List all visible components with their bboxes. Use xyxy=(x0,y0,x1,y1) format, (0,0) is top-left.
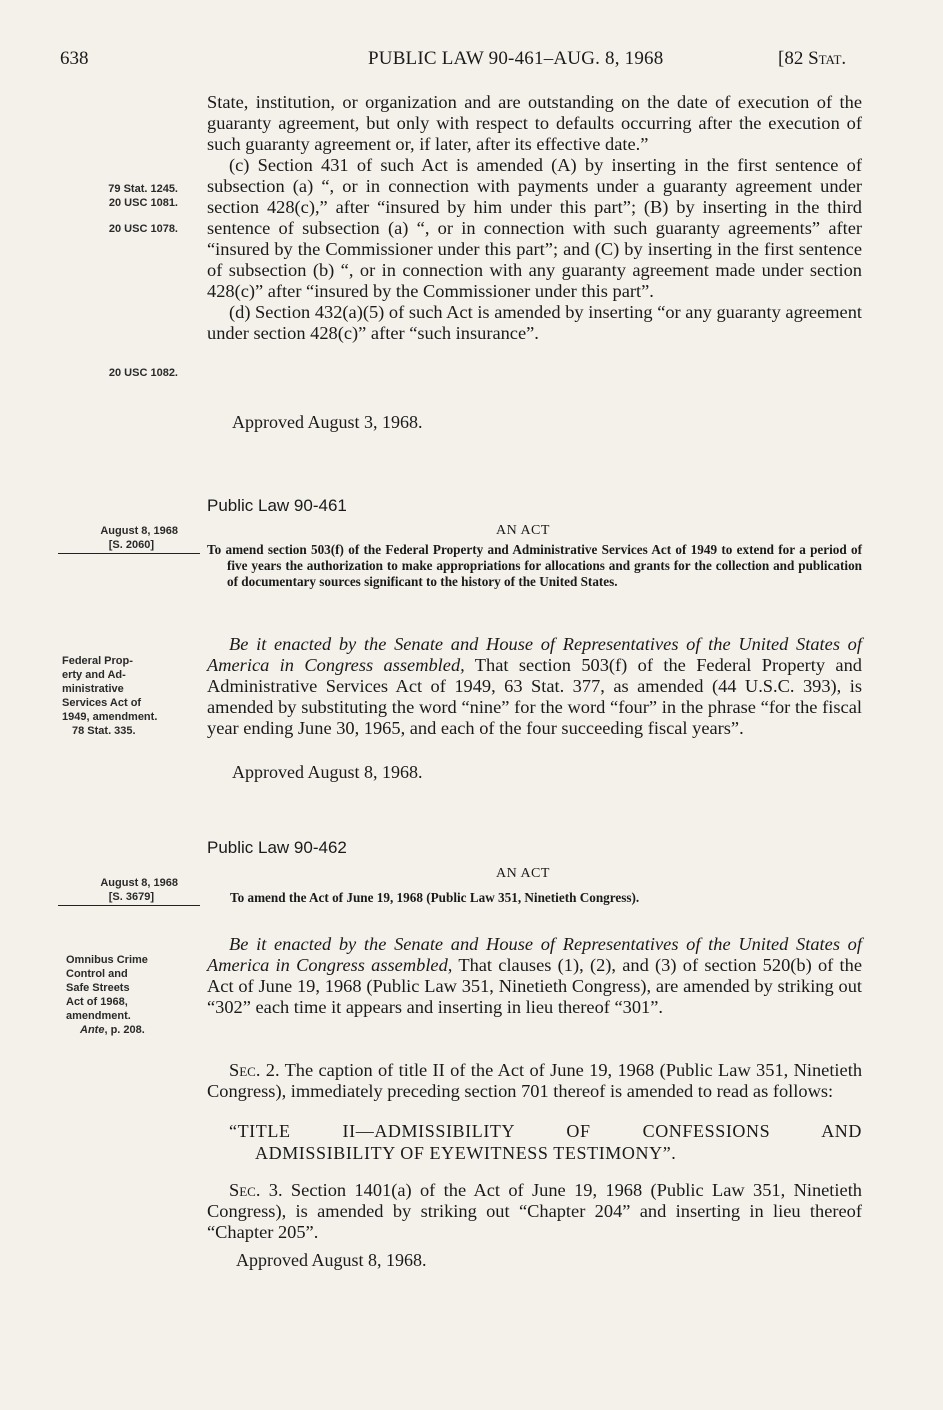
margin-note-20-usc-1078: 20 USC 1078. xyxy=(108,223,178,235)
margin-line: Omnibus Crime xyxy=(66,954,148,966)
margin-date: August 8, 1968 xyxy=(100,525,178,537)
margin-page: , p. 208. xyxy=(104,1024,145,1036)
margin-line: 79 Stat. 1245. xyxy=(108,183,178,195)
public-law-90-461-title: Public Law 90-461 xyxy=(207,496,347,515)
margin-note-omnibus-crime xyxy=(66,953,186,1037)
margin-line: Federal Prop- xyxy=(62,655,133,667)
section-label: Sec. 2. xyxy=(229,1060,280,1080)
section-text: The caption of title II of the Act of June 19, 1968 (Public Law 351, Ninetieth Congress), immediately preceding section 701 thereof is amended to read as follows: xyxy=(207,1060,863,1101)
section-label: Sec. 3. xyxy=(229,1180,283,1200)
margin-line: Control and xyxy=(66,968,128,980)
stat-reference xyxy=(778,48,846,70)
margin-bill: [S. 3679] xyxy=(108,891,154,903)
margin-line: 20 USC 1081. xyxy=(108,197,178,209)
paragraph-c: (c) Section 431 of such Act is amended (A) by inserting in the first sentence of subsection (a) “, or in connection with payments under a guaranty agreement under section 428(c),” after “insured by him under this part”; (B) by inserting in the third sentence of subsection (a) “, or in connection with such guaranty agreements” after “insured by the Commissioner under this part”; and (C) by inserting in the first sentence of subsection (b) “, or in connection with any guaranty agreement made under section 428(c)” after “insured by the Commissioner under this part”. xyxy=(207,155,862,301)
margin-note-79-stat xyxy=(60,182,178,210)
law-462-section-2 xyxy=(207,1060,862,1102)
stat-word: Stat. xyxy=(808,48,847,69)
margin-line: erty and Ad- xyxy=(62,669,126,681)
margin-note-date-s3679 xyxy=(62,876,178,904)
margin-line: Services Act of xyxy=(62,697,142,709)
paragraph-continuation: State, institution, or organization and are outstanding on the date of execution of the guaranty agreement, but only with respect to defaults occurring after the execution of such guaranty agreement or, if later, after its effective date.” xyxy=(207,92,862,154)
title-line-1: “TITLE II—ADMISSIBILITY OF CONFESSIONS AND xyxy=(229,1121,862,1141)
stat-prefix: [82 xyxy=(778,48,809,69)
page-number: 638 xyxy=(60,48,89,69)
enacting-clause: Be it enacted by the Senate and House of Representatives of the United States of America in Congress assembled, xyxy=(207,634,862,675)
enactment-text: That clauses (1), (2), and (3) of section 520(b) of the Act of June 19, 1968 (Public Law 351, Ninetieth Congress), are amended by striking out “302” each time it appears and inserting in lieu thereof “301”. xyxy=(207,955,863,1017)
running-head: PUBLIC LAW 90-461–AUG. 8, 1968 xyxy=(368,48,664,69)
margin-line: Safe Streets xyxy=(66,982,130,994)
law-461-enactment xyxy=(207,634,862,739)
an-act-heading: AN ACT xyxy=(496,523,550,538)
law-462-section-3 xyxy=(207,1180,862,1243)
approved-august-8-462: Approved August 8, 1968. xyxy=(236,1250,427,1270)
title-line-2: ADMISSIBILITY OF EYEWITNESS TESTIMONY”. xyxy=(255,1143,677,1163)
margin-note-federal-property xyxy=(62,654,182,738)
margin-bill: [S. 2060] xyxy=(108,539,154,551)
enacting-clause: Be it enacted by the Senate and House of Representatives of the United States of America in Congress assembled, xyxy=(207,934,862,975)
margin-line: amendment. xyxy=(66,1010,131,1022)
section-text: Section 1401(a) of the Act of June 19, 1968 (Public Law 351, Ninetieth Congress), is amended by striking out “Chapter 204” and inserting in lieu thereof “Chapter 205”. xyxy=(207,1180,862,1242)
margin-line: 78 Stat. 335. xyxy=(72,725,136,737)
margin-note-20-usc-1082: 20 USC 1082. xyxy=(108,367,178,379)
public-law-90-462-title: Public Law 90-462 xyxy=(207,838,347,857)
margin-ante: Ante xyxy=(80,1024,105,1036)
law-462-enactment xyxy=(207,934,862,1018)
margin-note-date-s2060 xyxy=(62,524,178,552)
summary-text: To amend section 503(f) of the Federal Property and Administrative Services Act of 1949 to extend for a period of five years the authorization to make appropriations for allocations and grants for the collection and publication of documentary sources significant to the history of the United States. xyxy=(207,542,862,589)
margin-rule xyxy=(58,553,200,554)
law-461-summary xyxy=(207,542,862,590)
approved-august-3: Approved August 3, 1968. xyxy=(232,412,423,432)
margin-line: ministrative xyxy=(62,683,124,695)
paragraph-d: (d) Section 432(a)(5) of such Act is amended by inserting “or any guaranty agreement under section 428(c)” after “such insurance”. xyxy=(207,302,862,343)
approved-august-8-461: Approved August 8, 1968. xyxy=(232,762,423,782)
margin-line: 1949, amendment. xyxy=(62,711,158,723)
margin-line: Act of 1968, xyxy=(66,996,128,1008)
title-ii-caption xyxy=(229,1120,862,1164)
margin-rule xyxy=(58,905,200,906)
margin-line xyxy=(66,1023,186,1037)
margin-date: August 8, 1968 xyxy=(100,877,178,889)
enactment-text: That section 503(f) of the Federal Property and Administrative Services Act of 1949, 63 Stat. 377, as amended (44 U.S.C. 393), is amended by substituting the word “nine” for the word “four” in the phrase “for the fiscal year ending June 30, 1965, and each of the four succeeding fiscal years”. xyxy=(207,655,862,738)
body-continuation xyxy=(207,92,862,344)
law-462-summary: To amend the Act of June 19, 1968 (Public Law 351, Ninetieth Congress). xyxy=(230,890,640,905)
an-act-heading: AN ACT xyxy=(496,866,550,881)
